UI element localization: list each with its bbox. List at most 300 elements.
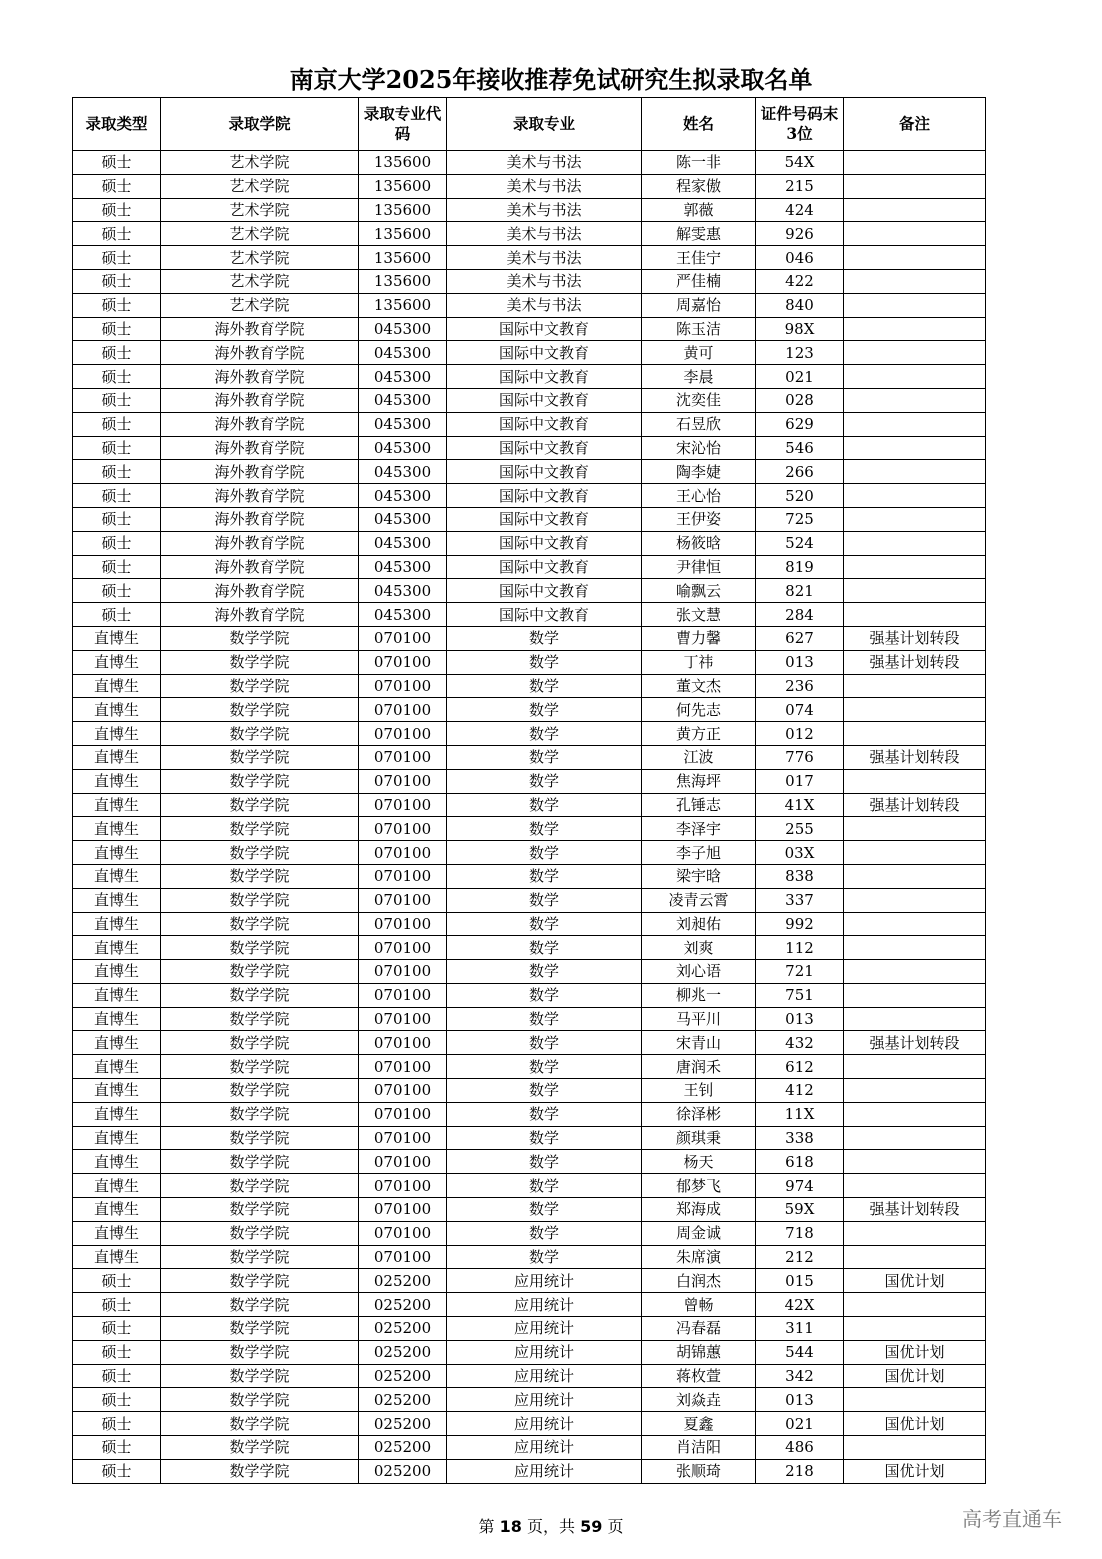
cell-college: 艺术学院 (161, 198, 359, 222)
cell-major: 数学 (447, 936, 642, 960)
cell-remark (844, 460, 986, 484)
cell-major: 应用统计 (447, 1412, 642, 1436)
cell-id-last3: 215 (756, 174, 844, 198)
cell-id-last3: 544 (756, 1340, 844, 1364)
cell-id-last3: 342 (756, 1364, 844, 1388)
cell-id-last3: 255 (756, 817, 844, 841)
cell-major-code: 070100 (359, 722, 447, 746)
table-row (73, 460, 986, 484)
cell-major: 数学 (447, 1221, 642, 1245)
cell-major-code: 025200 (359, 1436, 447, 1460)
cell-major-code: 070100 (359, 1079, 447, 1103)
table-row (73, 1412, 986, 1436)
cell-major: 数学 (447, 960, 642, 984)
cell-remark: 强基计划转段 (844, 1031, 986, 1055)
cell-name: 陈玉洁 (642, 317, 756, 341)
cell-id-last3: 776 (756, 745, 844, 769)
cell-name: 丁祎 (642, 650, 756, 674)
cell-major: 应用统计 (447, 1340, 642, 1364)
cell-college: 数学学院 (161, 1293, 359, 1317)
cell-name: 黄可 (642, 341, 756, 365)
cell-college: 海外教育学院 (161, 388, 359, 412)
cell-remark (844, 531, 986, 555)
cell-name: 解雯惠 (642, 222, 756, 246)
cell-college: 数学学院 (161, 650, 359, 674)
cell-id-last3: 337 (756, 888, 844, 912)
cell-name: 宋沁怡 (642, 436, 756, 460)
table-row (73, 912, 986, 936)
cell-remark: 国优计划 (844, 1459, 986, 1483)
cell-major-code: 025200 (359, 1412, 447, 1436)
cell-name: 张顺琦 (642, 1459, 756, 1483)
cell-id-last3: 974 (756, 1174, 844, 1198)
cell-college: 数学学院 (161, 1007, 359, 1031)
cell-id-last3: 338 (756, 1126, 844, 1150)
cell-college: 海外教育学院 (161, 579, 359, 603)
cell-major-code: 045300 (359, 365, 447, 389)
cell-college: 数学学院 (161, 1388, 359, 1412)
table-row (73, 151, 986, 175)
cell-major: 数学 (447, 1055, 642, 1079)
cell-college: 数学学院 (161, 769, 359, 793)
cell-admission-type: 直博生 (73, 888, 161, 912)
cell-major-code: 070100 (359, 960, 447, 984)
cell-major: 应用统计 (447, 1388, 642, 1412)
cell-college: 数学学院 (161, 698, 359, 722)
cell-major-code: 135600 (359, 269, 447, 293)
cell-name: 郭薇 (642, 198, 756, 222)
cell-name: 王佳宁 (642, 246, 756, 270)
cell-name: 喻飘云 (642, 579, 756, 603)
cell-college: 海外教育学院 (161, 412, 359, 436)
cell-college: 数学学院 (161, 1055, 359, 1079)
cell-name: 黄方正 (642, 722, 756, 746)
table-row (73, 1436, 986, 1460)
cell-id-last3: 074 (756, 698, 844, 722)
table-row (73, 650, 986, 674)
cell-id-last3: 021 (756, 1412, 844, 1436)
table-row (73, 341, 986, 365)
cell-id-last3: 236 (756, 674, 844, 698)
cell-remark (844, 174, 986, 198)
column-header-major-code: 录取专业代码 (359, 98, 447, 151)
cell-remark (844, 388, 986, 412)
cell-id-last3: 546 (756, 436, 844, 460)
cell-college: 数学学院 (161, 626, 359, 650)
cell-admission-type: 硕士 (73, 198, 161, 222)
table-row (73, 246, 986, 270)
cell-remark (844, 1388, 986, 1412)
cell-major-code: 135600 (359, 174, 447, 198)
cell-admission-type: 硕士 (73, 1459, 161, 1483)
cell-major: 数学 (447, 674, 642, 698)
cell-remark (844, 1126, 986, 1150)
cell-id-last3: 028 (756, 388, 844, 412)
cell-major: 数学 (447, 912, 642, 936)
cell-id-last3: 751 (756, 983, 844, 1007)
cell-college: 数学学院 (161, 1245, 359, 1269)
cell-major: 应用统计 (447, 1293, 642, 1317)
cell-admission-type: 硕士 (73, 246, 161, 270)
table-row (73, 174, 986, 198)
table-row (73, 1388, 986, 1412)
cell-id-last3: 013 (756, 1007, 844, 1031)
cell-admission-type: 硕士 (73, 507, 161, 531)
cell-name: 周嘉怡 (642, 293, 756, 317)
cell-name: 刘心语 (642, 960, 756, 984)
cell-admission-type: 直博生 (73, 745, 161, 769)
cell-major: 数学 (447, 1245, 642, 1269)
cell-name: 梁宇晗 (642, 864, 756, 888)
cell-major: 数学 (447, 1031, 642, 1055)
cell-major-code: 070100 (359, 1102, 447, 1126)
table-row (73, 793, 986, 817)
cell-id-last3: 524 (756, 531, 844, 555)
table-row (73, 1198, 986, 1222)
cell-major-code: 045300 (359, 412, 447, 436)
cell-major: 数学 (447, 817, 642, 841)
cell-college: 数学学院 (161, 674, 359, 698)
cell-major-code: 070100 (359, 1055, 447, 1079)
cell-remark: 国优计划 (844, 1340, 986, 1364)
cell-id-last3: 11X (756, 1102, 844, 1126)
cell-name: 陶李婕 (642, 460, 756, 484)
cell-major: 数学 (447, 1198, 642, 1222)
cell-major-code: 045300 (359, 460, 447, 484)
table-row (73, 1340, 986, 1364)
cell-major: 数学 (447, 841, 642, 865)
cell-major: 数学 (447, 1007, 642, 1031)
table-row (73, 936, 986, 960)
cell-admission-type: 直博生 (73, 1221, 161, 1245)
cell-admission-type: 直博生 (73, 864, 161, 888)
cell-major-code: 045300 (359, 341, 447, 365)
cell-major: 数学 (447, 793, 642, 817)
cell-remark (844, 246, 986, 270)
table-row (73, 1150, 986, 1174)
cell-major: 国际中文教育 (447, 388, 642, 412)
table-row (73, 626, 986, 650)
cell-remark: 国优计划 (844, 1412, 986, 1436)
cell-id-last3: 840 (756, 293, 844, 317)
table-row (73, 983, 986, 1007)
table-row (73, 603, 986, 627)
table-row (73, 1269, 986, 1293)
cell-college: 艺术学院 (161, 293, 359, 317)
table-row (73, 769, 986, 793)
cell-major: 国际中文教育 (447, 484, 642, 508)
cell-major-code: 070100 (359, 626, 447, 650)
cell-major-code: 070100 (359, 1150, 447, 1174)
table-row (73, 269, 986, 293)
cell-id-last3: 03X (756, 841, 844, 865)
table-row (73, 1055, 986, 1079)
cell-id-last3: 838 (756, 864, 844, 888)
table-row (73, 1221, 986, 1245)
cell-major: 数学 (447, 1126, 642, 1150)
cell-college: 海外教育学院 (161, 341, 359, 365)
cell-id-last3: 432 (756, 1031, 844, 1055)
cell-admission-type: 直博生 (73, 912, 161, 936)
cell-remark (844, 341, 986, 365)
column-header-id-last3: 证件号码末3位 (756, 98, 844, 151)
cell-college: 数学学院 (161, 983, 359, 1007)
cell-college: 艺术学院 (161, 269, 359, 293)
cell-major-code: 025200 (359, 1340, 447, 1364)
cell-admission-type: 硕士 (73, 151, 161, 175)
cell-college: 数学学院 (161, 1102, 359, 1126)
cell-major: 国际中文教育 (447, 436, 642, 460)
cell-name: 凌青云霄 (642, 888, 756, 912)
cell-name: 李泽宇 (642, 817, 756, 841)
cell-major-code: 045300 (359, 531, 447, 555)
cell-major-code: 070100 (359, 817, 447, 841)
table-row (73, 1245, 986, 1269)
cell-admission-type: 硕士 (73, 1340, 161, 1364)
cell-major: 国际中文教育 (447, 460, 642, 484)
cell-major-code: 135600 (359, 246, 447, 270)
cell-college: 数学学院 (161, 1174, 359, 1198)
cell-major-code: 045300 (359, 507, 447, 531)
cell-admission-type: 直博生 (73, 1245, 161, 1269)
cell-id-last3: 992 (756, 912, 844, 936)
cell-major-code: 025200 (359, 1364, 447, 1388)
cell-major-code: 025200 (359, 1269, 447, 1293)
cell-major-code: 135600 (359, 151, 447, 175)
table-row (73, 579, 986, 603)
cell-remark (844, 1007, 986, 1031)
table-row (73, 507, 986, 531)
cell-id-last3: 015 (756, 1269, 844, 1293)
cell-name: 夏鑫 (642, 1412, 756, 1436)
cell-remark (844, 603, 986, 627)
cell-major: 应用统计 (447, 1436, 642, 1460)
cell-major-code: 025200 (359, 1388, 447, 1412)
table-row (73, 436, 986, 460)
cell-remark (844, 769, 986, 793)
cell-admission-type: 硕士 (73, 603, 161, 627)
cell-major-code: 025200 (359, 1459, 447, 1483)
cell-admission-type: 直博生 (73, 1102, 161, 1126)
cell-major: 美术与书法 (447, 174, 642, 198)
table-row (73, 365, 986, 389)
cell-major-code: 070100 (359, 1221, 447, 1245)
cell-remark (844, 960, 986, 984)
cell-admission-type: 硕士 (73, 531, 161, 555)
cell-admission-type: 直博生 (73, 1031, 161, 1055)
cell-admission-type: 硕士 (73, 269, 161, 293)
footer-middle: 页，共 (526, 1517, 575, 1536)
cell-admission-type: 硕士 (73, 555, 161, 579)
cell-remark (844, 841, 986, 865)
cell-major: 美术与书法 (447, 269, 642, 293)
cell-major: 国际中文教育 (447, 341, 642, 365)
cell-major-code: 045300 (359, 484, 447, 508)
cell-name: 李晨 (642, 365, 756, 389)
cell-college: 数学学院 (161, 864, 359, 888)
cell-name: 沈奕佳 (642, 388, 756, 412)
cell-name: 柳兆一 (642, 983, 756, 1007)
cell-name: 朱席演 (642, 1245, 756, 1269)
cell-admission-type: 直博生 (73, 1126, 161, 1150)
cell-name: 周金诚 (642, 1221, 756, 1245)
cell-id-last3: 046 (756, 246, 844, 270)
cell-major-code: 070100 (359, 864, 447, 888)
table-row (73, 412, 986, 436)
cell-major: 数学 (447, 769, 642, 793)
cell-major: 国际中文教育 (447, 531, 642, 555)
cell-major: 应用统计 (447, 1269, 642, 1293)
cell-college: 艺术学院 (161, 151, 359, 175)
cell-id-last3: 718 (756, 1221, 844, 1245)
cell-name: 冯春磊 (642, 1317, 756, 1341)
cell-id-last3: 612 (756, 1055, 844, 1079)
cell-id-last3: 520 (756, 484, 844, 508)
cell-admission-type: 直博生 (73, 650, 161, 674)
table-row (73, 745, 986, 769)
cell-remark (844, 579, 986, 603)
cell-major-code: 070100 (359, 1031, 447, 1055)
cell-college: 海外教育学院 (161, 484, 359, 508)
cell-name: 何先志 (642, 698, 756, 722)
cell-remark (844, 293, 986, 317)
cell-id-last3: 629 (756, 412, 844, 436)
cell-remark: 强基计划转段 (844, 745, 986, 769)
table-row (73, 1102, 986, 1126)
cell-college: 数学学院 (161, 1031, 359, 1055)
cell-major: 应用统计 (447, 1317, 642, 1341)
cell-college: 艺术学院 (161, 222, 359, 246)
current-page-number: 18 (499, 1517, 522, 1536)
cell-college: 数学学院 (161, 793, 359, 817)
cell-college: 海外教育学院 (161, 507, 359, 531)
cell-admission-type: 硕士 (73, 222, 161, 246)
cell-admission-type: 直博生 (73, 1174, 161, 1198)
cell-major: 美术与书法 (447, 246, 642, 270)
cell-remark (844, 1317, 986, 1341)
cell-name: 陈一非 (642, 151, 756, 175)
cell-admission-type: 直博生 (73, 1007, 161, 1031)
cell-major: 美术与书法 (447, 198, 642, 222)
cell-id-last3: 821 (756, 579, 844, 603)
cell-major: 国际中文教育 (447, 555, 642, 579)
cell-name: 郑海成 (642, 1198, 756, 1222)
cell-college: 数学学院 (161, 745, 359, 769)
cell-major: 美术与书法 (447, 222, 642, 246)
cell-id-last3: 41X (756, 793, 844, 817)
cell-college: 数学学院 (161, 1150, 359, 1174)
cell-college: 海外教育学院 (161, 531, 359, 555)
cell-id-last3: 721 (756, 960, 844, 984)
cell-major-code: 070100 (359, 674, 447, 698)
cell-name: 颜琪秉 (642, 1126, 756, 1150)
cell-remark: 强基计划转段 (844, 650, 986, 674)
cell-major-code: 045300 (359, 603, 447, 627)
cell-name: 肖洁阳 (642, 1436, 756, 1460)
cell-major-code: 070100 (359, 793, 447, 817)
total-page-number: 59 (580, 1517, 603, 1536)
cell-remark (844, 317, 986, 341)
cell-college: 数学学院 (161, 888, 359, 912)
cell-name: 刘焱垚 (642, 1388, 756, 1412)
cell-remark (844, 936, 986, 960)
cell-name: 曹力馨 (642, 626, 756, 650)
cell-remark (844, 484, 986, 508)
cell-college: 数学学院 (161, 722, 359, 746)
cell-college: 海外教育学院 (161, 436, 359, 460)
cell-major-code: 070100 (359, 1126, 447, 1150)
table-row (73, 1364, 986, 1388)
cell-major: 数学 (447, 888, 642, 912)
cell-college: 数学学院 (161, 1412, 359, 1436)
cell-college: 数学学院 (161, 1126, 359, 1150)
cell-major: 国际中文教育 (447, 412, 642, 436)
cell-major-code: 045300 (359, 388, 447, 412)
cell-id-last3: 017 (756, 769, 844, 793)
cell-remark (844, 1150, 986, 1174)
cell-admission-type: 直博生 (73, 769, 161, 793)
cell-name: 董文杰 (642, 674, 756, 698)
table-row (73, 1293, 986, 1317)
cell-admission-type: 直博生 (73, 983, 161, 1007)
cell-major-code: 135600 (359, 222, 447, 246)
table-row (73, 817, 986, 841)
table-header-row (73, 98, 986, 151)
column-header-college: 录取学院 (161, 98, 359, 151)
cell-admission-type: 硕士 (73, 293, 161, 317)
cell-admission-type: 直博生 (73, 698, 161, 722)
cell-admission-type: 直博生 (73, 1198, 161, 1222)
cell-admission-type: 直博生 (73, 960, 161, 984)
cell-major: 数学 (447, 722, 642, 746)
cell-major: 数学 (447, 864, 642, 888)
cell-major-code: 045300 (359, 317, 447, 341)
cell-name: 焦海坪 (642, 769, 756, 793)
cell-id-last3: 54X (756, 151, 844, 175)
cell-major: 数学 (447, 1079, 642, 1103)
column-header-remark: 备注 (844, 98, 986, 151)
cell-admission-type: 硕士 (73, 579, 161, 603)
cell-name: 尹律恒 (642, 555, 756, 579)
cell-id-last3: 725 (756, 507, 844, 531)
cell-remark (844, 722, 986, 746)
cell-college: 海外教育学院 (161, 460, 359, 484)
cell-name: 胡锦蕙 (642, 1340, 756, 1364)
cell-remark (844, 507, 986, 531)
cell-id-last3: 42X (756, 1293, 844, 1317)
cell-name: 张文慧 (642, 603, 756, 627)
cell-major: 应用统计 (447, 1364, 642, 1388)
cell-major: 数学 (447, 1174, 642, 1198)
cell-college: 数学学院 (161, 1364, 359, 1388)
cell-admission-type: 直博生 (73, 1055, 161, 1079)
cell-college: 数学学院 (161, 936, 359, 960)
cell-name: 郁梦飞 (642, 1174, 756, 1198)
cell-admission-type: 硕士 (73, 1364, 161, 1388)
cell-major: 美术与书法 (447, 293, 642, 317)
cell-name: 程家傲 (642, 174, 756, 198)
cell-remark (844, 912, 986, 936)
cell-admission-type: 硕士 (73, 1317, 161, 1341)
cell-college: 数学学院 (161, 1317, 359, 1341)
cell-id-last3: 021 (756, 365, 844, 389)
cell-id-last3: 424 (756, 198, 844, 222)
cell-remark (844, 1079, 986, 1103)
cell-remark (844, 983, 986, 1007)
cell-major-code: 135600 (359, 198, 447, 222)
cell-remark (844, 1436, 986, 1460)
cell-remark (844, 1245, 986, 1269)
